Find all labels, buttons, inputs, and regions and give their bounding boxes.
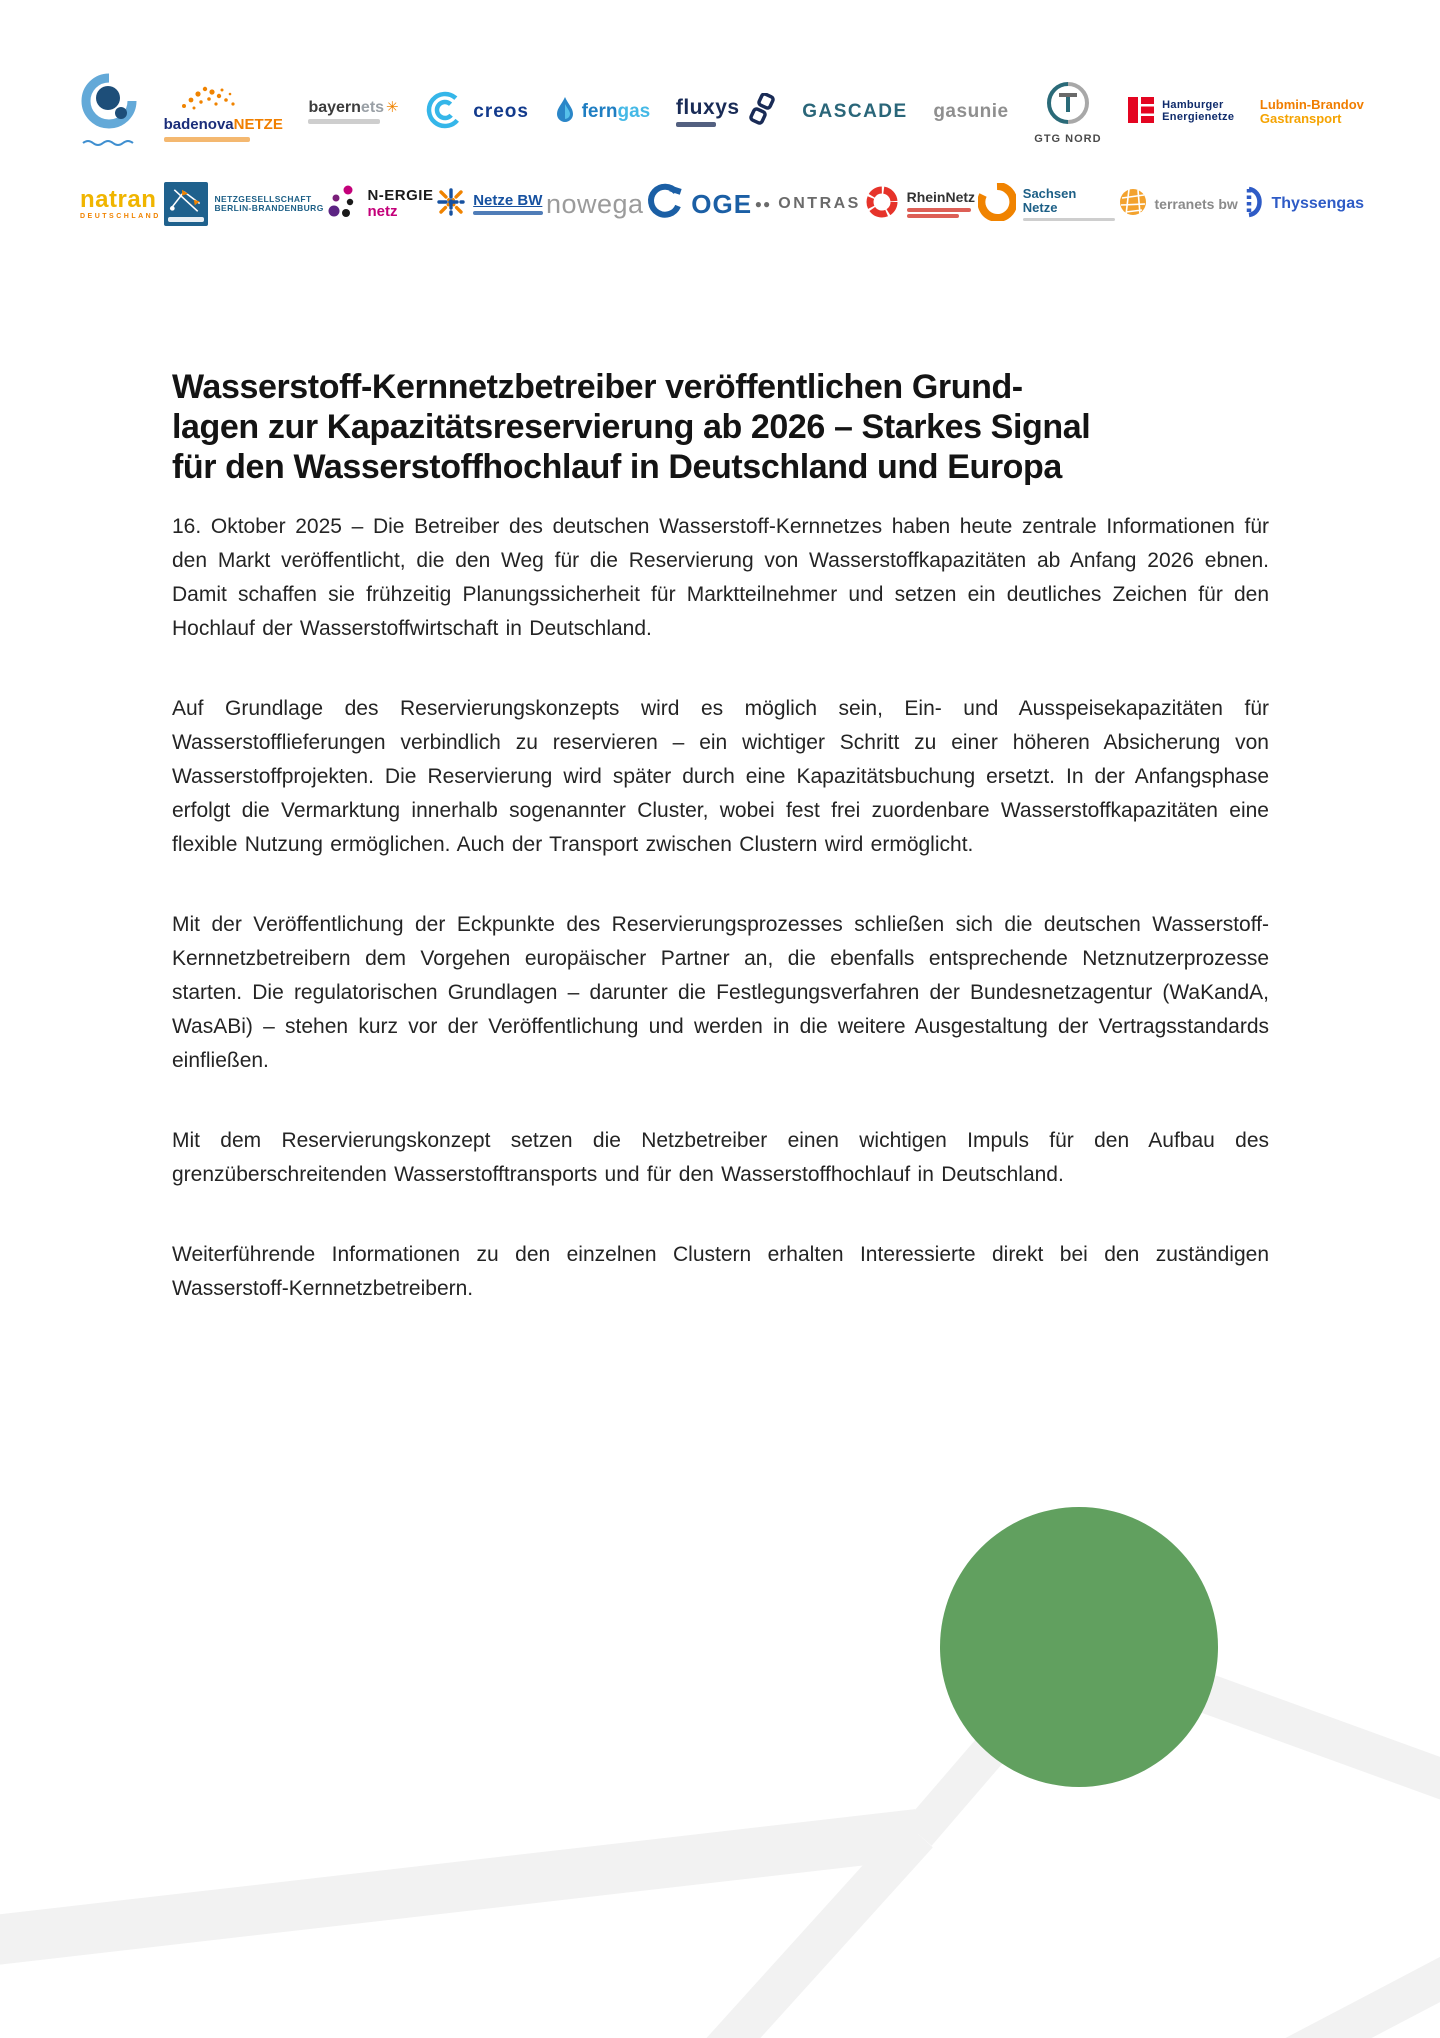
blue-d-mark-icon <box>1241 186 1265 223</box>
logo-wordmark: RheinNetz <box>906 189 976 206</box>
logo-wordmark-accent: gas <box>617 101 651 122</box>
paragraph-reservation-concept: Auf Grundlage des Reservierungskonzepts wird es möglich sein, Ein- und Ausspeisekapazitäten für Wasserstofflieferungen verbindlich zu reservieren – ein wichtiger Schritt zu einer höheren Absicherung von Wasserstoffprojekten. Die Reservierung wird später durch eine Kapazitätsbuchung ersetzt. In der Anfangsphase erfolgt die Vermarktung innerhalb sogenannter Cluster, wobei fest frei zuordenbare Wasserstoffkapazitäten eine flexible Nutzung ermöglichen. Auch der Transport zwischen Clustern wird ermöglicht. <box>172 697 1269 856</box>
orange-globe-icon <box>1118 187 1148 222</box>
logo-bayernets <box>308 100 398 125</box>
logo-wordmark: fluxys <box>675 95 740 119</box>
logo-wordmark-light: ets <box>360 98 385 116</box>
logo-wordmark-line1: Lubmin-Brandov <box>1259 97 1364 113</box>
logo-wordmark-line2: Netze <box>1022 200 1058 215</box>
logo-netze-bw <box>436 187 543 222</box>
logo-wordmark: terranets bw <box>1154 196 1238 212</box>
logo-sub-wordmark: DEUTSCHLAND <box>80 213 161 221</box>
logo-wordmark: GTG NORD <box>1034 132 1102 145</box>
logo-netzgesellschaft-berlin-brandenburg <box>164 182 324 226</box>
red-brush-ring-icon <box>864 184 900 225</box>
blue-network-square-icon <box>164 182 208 226</box>
logo-wordmark-line2: netz <box>367 203 398 220</box>
orange-spark-icon: ✳ <box>386 98 399 116</box>
logo-wordmark: creos <box>473 101 529 122</box>
paragraph-european-partners: Mit der Veröffentlichung der Eckpunkte des Reservierungsprozesses schließen sich die deutschen Wasserstoff-Kernnetzbetreibern dem Vorgehen europäischer Partner an, die ebenfalls entsprechende Netznutzerprozesse starten. Die regulatorischen Grundlagen – darunter die Festlegungsverfahren der Bundesnetzagentur (WaKandA, WasABi) – stehen kurz vor der Veröffentlichung und werden in die weitere Ausgestaltung der Vertragsstandards einfließen. <box>172 913 1269 1072</box>
logo-wordmark-line2: Energienetze <box>1162 111 1235 123</box>
logo-ontras <box>755 195 861 213</box>
logo-wordmark-accent: NETZE <box>233 116 283 133</box>
logo-wordmark-line1: NETZGESELLSCHAFT <box>214 194 312 205</box>
network-lines <box>0 1647 1440 2038</box>
tagline-bar <box>164 137 250 142</box>
square-caption-bar <box>168 217 204 222</box>
split-ring-gt-icon <box>1045 80 1091 131</box>
tagline-bar <box>1023 218 1115 221</box>
magenta-dot-cluster-icon <box>326 184 360 225</box>
tagline-bar-2 <box>907 214 959 218</box>
press-release-title <box>172 367 1278 487</box>
logo-wordmark: OGE <box>691 188 753 219</box>
red-h-mark-icon <box>1127 96 1155 129</box>
logo-gascade <box>802 101 908 123</box>
two-dots-icon: ●● <box>754 197 772 211</box>
logo-terranets-bw <box>1118 187 1238 222</box>
logo-creos <box>424 89 529 136</box>
logo-fluxys <box>676 93 777 132</box>
four-color-asterisk-icon <box>436 187 466 222</box>
logo-wordmark: natran <box>80 186 157 214</box>
press-release-body <box>172 510 1269 1352</box>
chain-links-icon <box>747 93 777 132</box>
logo-ferngas <box>555 96 651 129</box>
logo-wordmark: gasunie <box>933 101 1009 122</box>
script-tagline-squiggle <box>82 135 136 152</box>
logo-wordmark-line1: N-ERGIE <box>367 187 434 205</box>
title-line-2: lagen zur Kapazitätsreservierung ab 2026 – Starkes Signal <box>172 407 1091 446</box>
logo-oge <box>646 183 752 226</box>
logo-badenovanetze <box>164 82 283 142</box>
particle-swarm-icon <box>164 82 242 117</box>
network-node-circle <box>940 1507 1218 1787</box>
blue-ring-icon <box>80 72 138 135</box>
orange-swoosh-circle-icon <box>978 183 1016 226</box>
tagline-bar <box>308 119 380 124</box>
paragraph-further-information: Weiterführende Informationen zu den einzelnen Clustern erhalten Interessierte direkt bei den zuständigen Wasserstoff-Kernnetzbetreibern. <box>172 1243 1269 1300</box>
paragraph-dateline-intro: 16. Oktober 2025 – Die Betreiber des deutschen Wasserstoff-Kernnetzes haben heute zentrale Informationen für den Markt veröffentlicht, die den Weg für die Reservierung von Wasserstoffkapazitäten ab Anfang 2026 ebnen. Damit schaffen sie frühzeitig Planungssicherheit für Marktteilnehmer und setzen ein deutliches Zeichen für den Hochlauf der Wasserstoffwirtschaft in Deutschland. <box>172 515 1269 640</box>
logo-wordmark-line1: Hamburger <box>1162 99 1224 112</box>
title-line-3: für den Wasserstoffhochlauf in Deutschland und Europa <box>172 447 1062 486</box>
title-line-1: Wasserstoff-Kernnetzbetreiber veröffentlichen Grund- <box>172 367 1023 406</box>
logo-nowega <box>546 189 644 220</box>
logo-wordmark-line2: BERLIN-BRANDENBURG <box>214 203 324 213</box>
tagline-bar <box>473 211 543 215</box>
logo-natran-deutschland <box>80 187 161 221</box>
logo-n-ergie-netz <box>326 184 433 225</box>
logo-gasunie <box>933 101 1008 123</box>
logo-sachsennetze <box>978 183 1115 226</box>
logo-wordmark: ONTRAS <box>778 195 861 212</box>
logo-gtg-nord <box>1034 80 1101 145</box>
logo-lubmin-brandov-gastransport <box>1260 98 1364 125</box>
logo-wordmark: fern <box>581 101 618 122</box>
water-drop-icon <box>555 96 575 129</box>
logo-blue-ring-emblem <box>80 72 138 152</box>
logo-wordmark-line2: Gastransport <box>1259 111 1342 126</box>
circular-arrow-icon <box>646 183 684 226</box>
logo-wordmark: Thyssengas <box>1271 195 1364 212</box>
logo-wordmark-line1: Sachsen <box>1022 186 1077 202</box>
tagline-bar-1 <box>907 208 971 212</box>
logo-thyssengas <box>1241 186 1364 223</box>
logo-rheinnetz <box>864 184 975 225</box>
logo-strip-row-1 <box>80 70 1364 154</box>
paragraph-impulse: Mit dem Reservierungskonzept setzen die Netzbetreiber einen wichtigen Impuls für den Aufbau des grenzüberschreitenden Wasserstofftransports und für den Wasserstoffhochlauf in Deutschland. <box>172 1129 1269 1186</box>
logo-strip-row-2 <box>80 176 1364 232</box>
logo-wordmark: nowega <box>545 188 644 219</box>
logo-wordmark: Netze BW <box>473 191 543 209</box>
logo-wordmark: badenova <box>163 116 234 133</box>
logo-wordmark: GASCADE <box>802 101 908 122</box>
logo-wordmark: bayern <box>308 98 361 116</box>
logo-hamburger-energienetze <box>1127 96 1234 129</box>
tagline-bar <box>676 122 716 127</box>
double-c-icon <box>424 89 466 136</box>
